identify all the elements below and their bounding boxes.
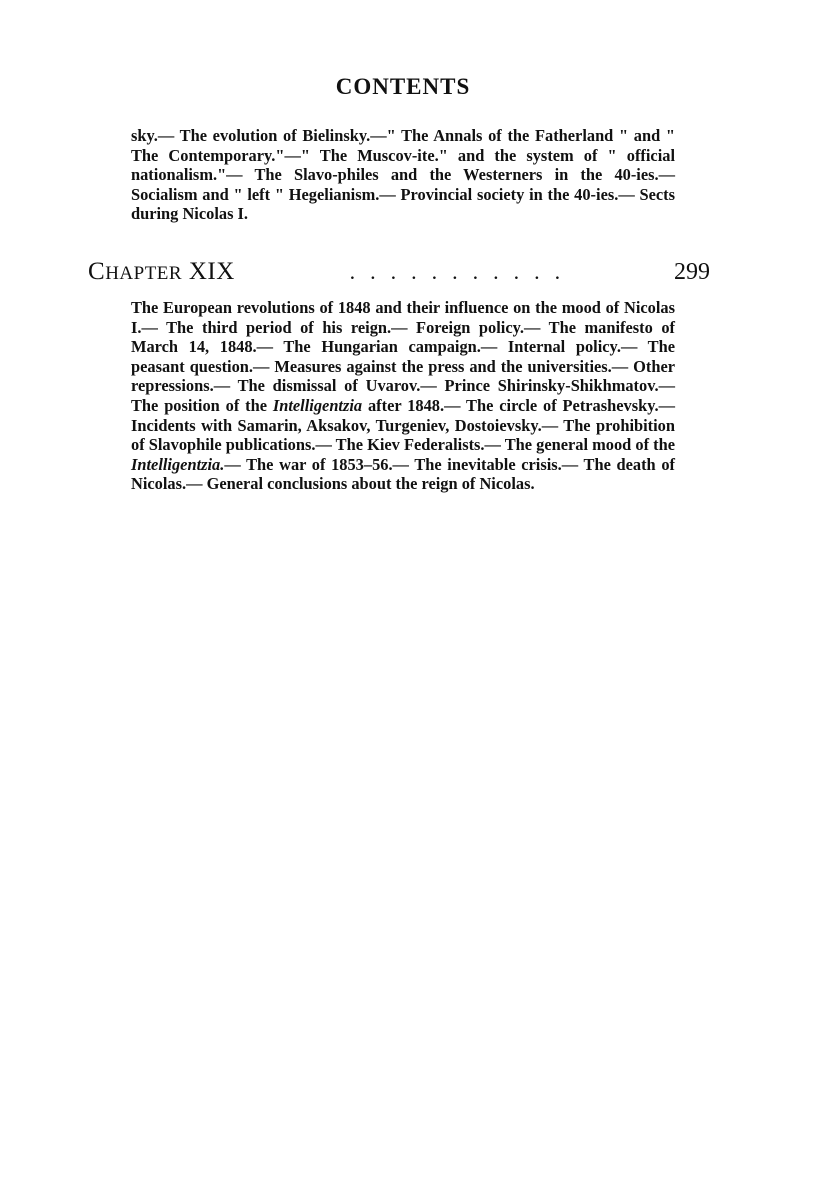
chapter-page-number: 299	[674, 259, 710, 285]
chapter-summary-part-2: after 1848.— The circle of Petrashevsky.— Incidents with Samarin, Aksakov, Turgeniev, Dostoievsky.— The prohibition of Slavophile publications.— The Kiev Federalists.— The general mood of the	[131, 395, 675, 455]
chapter-heading	[88, 258, 710, 290]
chapter-label-initial: C	[88, 258, 106, 285]
chapter-summary-italic-1: Intelligentzia	[272, 395, 363, 415]
previous-chapter-summary: sky.— The evolution of Bielinsky.—" The Annals of the Fatherland " and " The Contemporary."—" The Muscov-ite." and the system of " official nationalism."— The Slavo-philes and the Westerners in the 40-ies.— Socialism and " left " Hegelianism.— Provincial society in the 40-ies.— Sects during Nicolas I.	[131, 126, 675, 224]
dot-leader: ...........	[349, 259, 576, 284]
chapter-label-rest: HAPTER	[105, 263, 183, 284]
chapter-numeral: XIX	[188, 258, 235, 285]
chapter-summary-part-3: — The war of 1853–56.— The inevitable crisis.— The death of Nicolas.— General conclusions about the reign of Nicolas.	[131, 454, 675, 494]
chapter-summary-italic-2: Intelligentzia.	[131, 454, 225, 474]
chapter-summary-part-1: The European revolutions of 1848 and their influence on the mood of Nicolas I.— The third period of his reign.— Foreign policy.— The manifesto of March 14, 1848.— The Hungarian campaign.— Internal policy.— The peasant question.— Measures against the press and the universities.— Other repressions.— The dismissal of Uvarov.— Prince Shirinsky-Shikhmatov.— The position of the	[131, 298, 675, 415]
running-head: CONTENTS	[335, 74, 471, 99]
chapter-label	[88, 258, 235, 286]
chapter-summary	[131, 298, 675, 494]
